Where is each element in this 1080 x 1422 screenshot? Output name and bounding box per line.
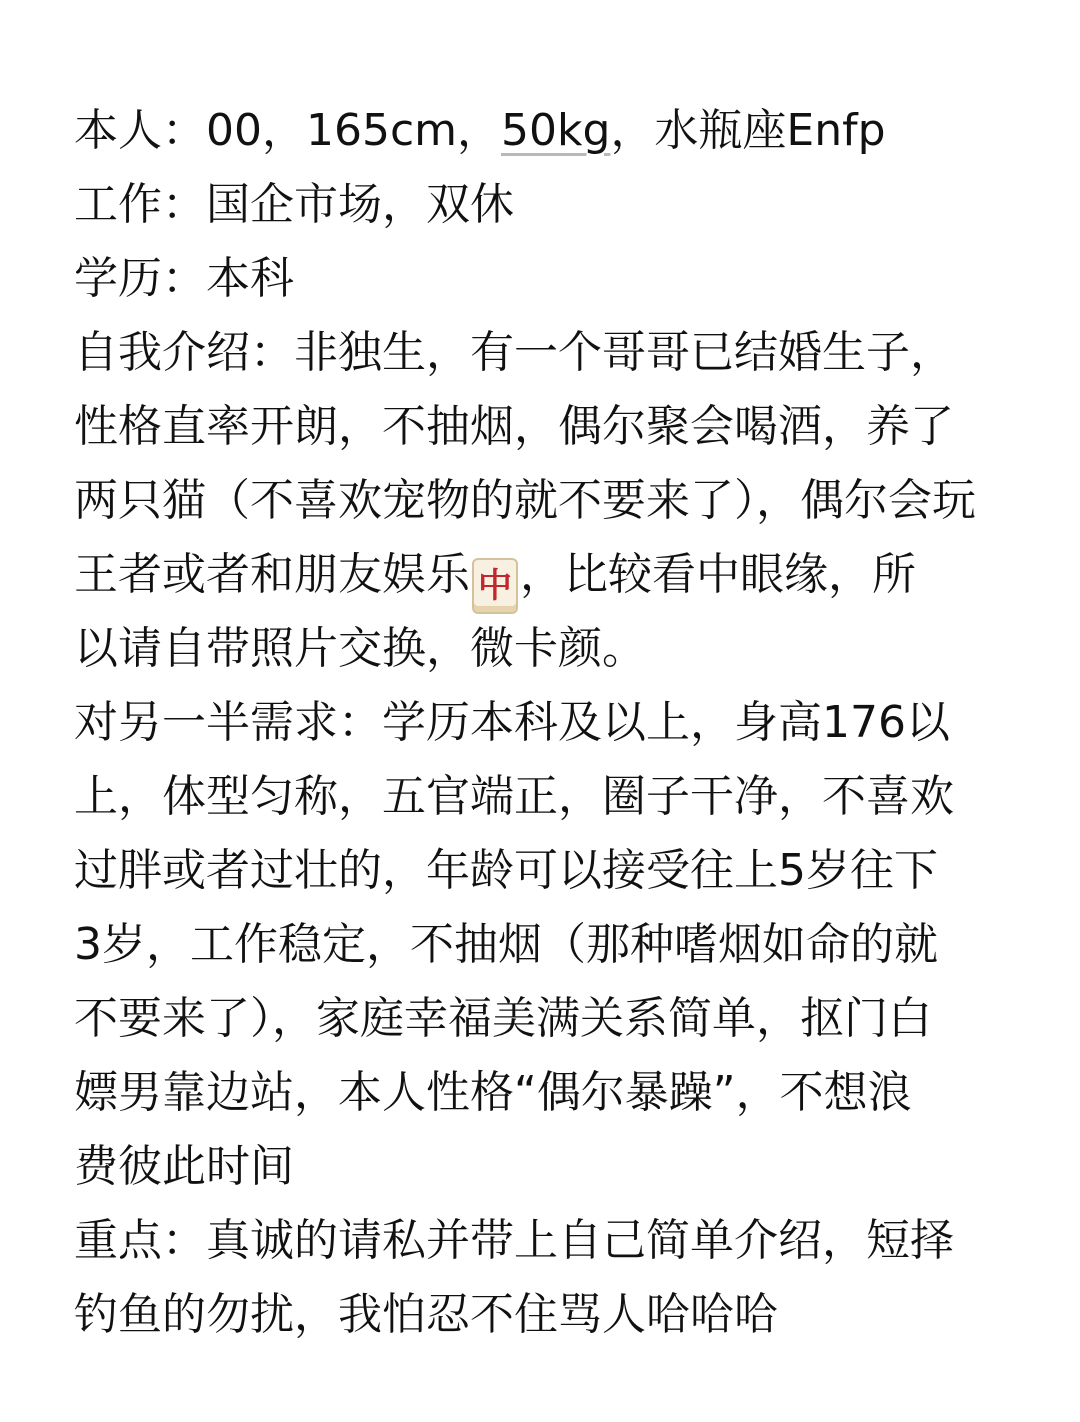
line-requirements-2: 上，体型匀称，五官端正，圈子干净，不喜欢 [74,771,954,822]
weight-link[interactable]: 50kg [501,105,611,156]
line-intro-4 [74,538,1044,612]
line-requirements-7: 费彼此时间 [74,1141,294,1192]
line-intro-1: 自我介绍：非独生，有一个哥哥已结婚生子， [74,327,954,378]
line-intro-2: 性格直率开朗，不抽烟，偶尔聚会喝酒，养了 [74,401,954,452]
mahjong-red-dragon-icon: 中 [472,558,518,614]
line-requirements-6: 嫖男靠边站，本人性格“偶尔暴躁”，不想浪 [74,1067,912,1118]
line-education: 学历：本科 [74,253,294,304]
intro-4-text-b: ，比较看中眼缘，所 [520,549,916,600]
line-key-point-1: 重点：真诚的请私并带上自己简单介绍，短择 [74,1215,954,1266]
line-self [74,94,1044,168]
line-key-point-2: 钓鱼的勿扰，我怕忍不住骂人哈哈哈 [74,1289,778,1340]
line-requirements-1: 对另一半需求：学历本科及以上，身高176以 [74,697,950,748]
intro-4-text-a: 王者或者和朋友娱乐 [74,549,470,600]
line-requirements-3: 过胖或者过壮的，年龄可以接受往上5岁往下 [74,845,938,896]
line-intro-5: 以请自带照片交换，微卡颜。 [74,623,646,674]
note-body [74,94,1044,1352]
line-requirements-4: 3岁，工作稳定，不抽烟（那种嗜烟如命的就 [74,919,938,970]
self-info-tail: ，水瓶座Enfp [610,105,886,156]
line-work: 工作：国企市场，双休 [74,179,514,230]
line-requirements-5: 不要来了），家庭幸福美满关系简单，抠门白 [74,993,932,1044]
self-info-text: 本人：00，165cm， [74,105,502,156]
line-intro-3: 两只猫（不喜欢宠物的就不要来了），偶尔会玩 [74,475,976,526]
